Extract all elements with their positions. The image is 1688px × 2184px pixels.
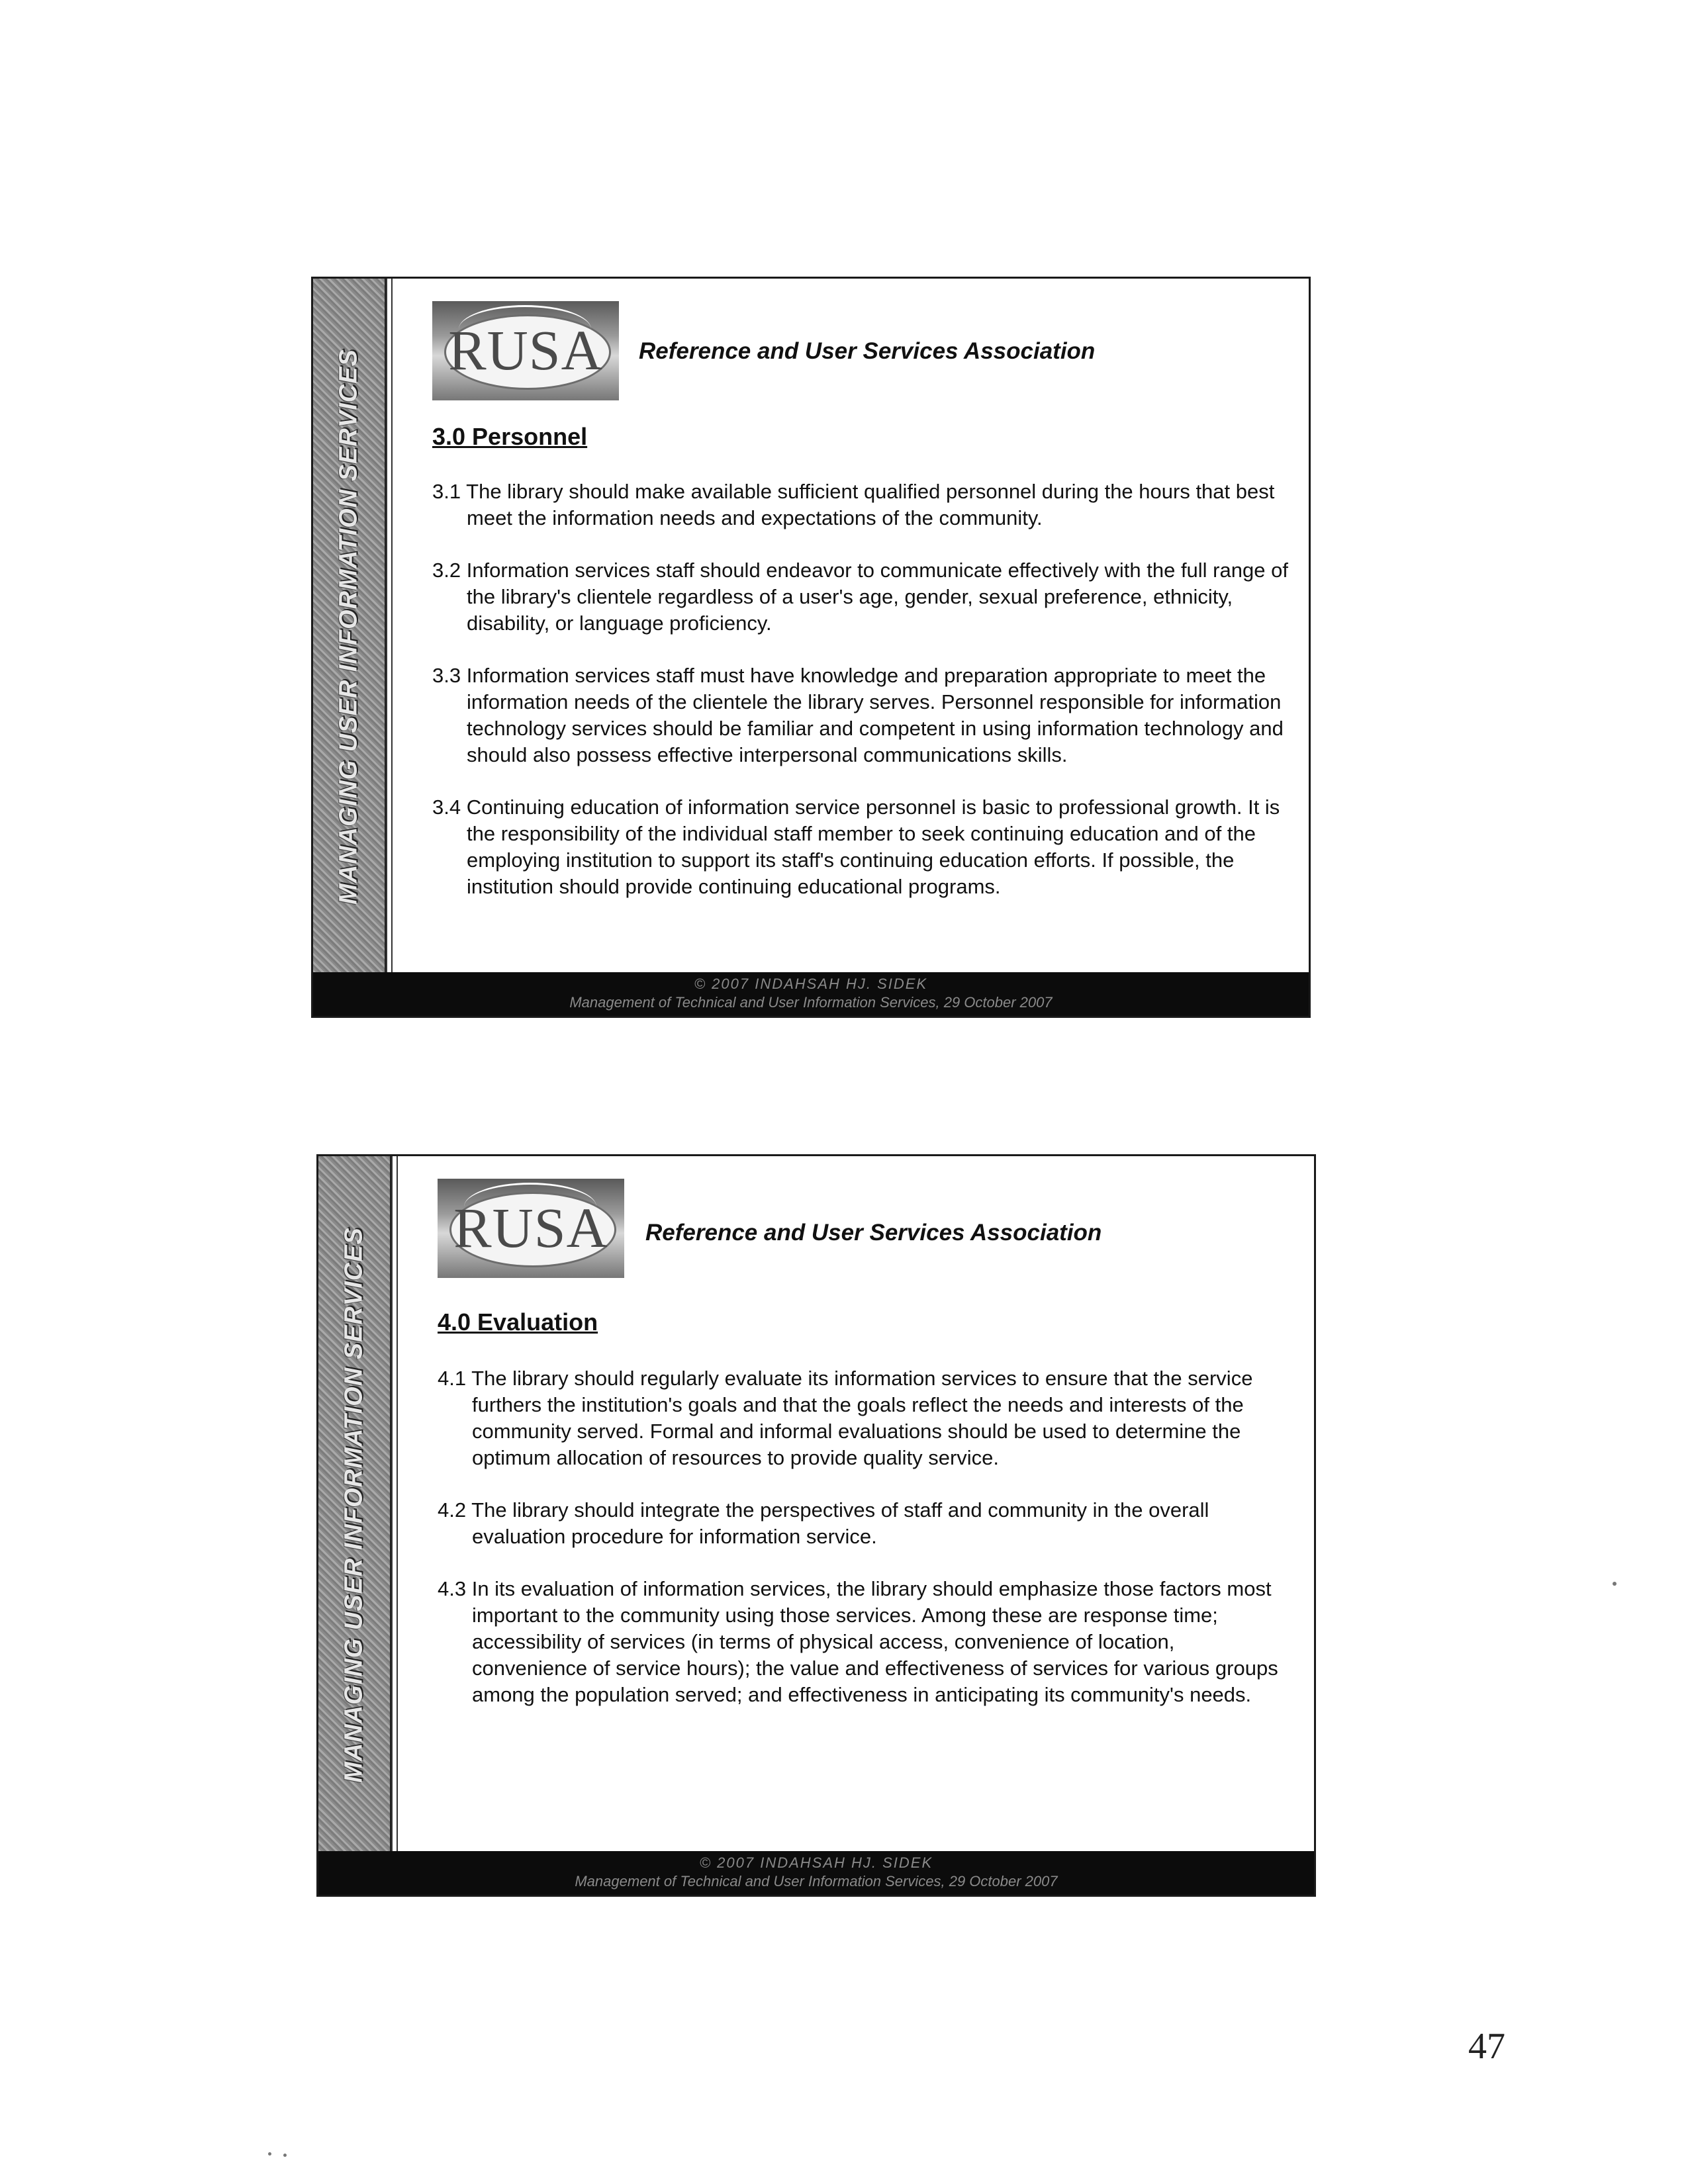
slide-evaluation	[316, 1154, 1316, 1897]
slide-footer	[318, 1851, 1314, 1895]
rusa-logo	[432, 301, 619, 400]
side-band	[318, 1156, 392, 1854]
paragraph: 4.1 The library should regularly evaluate its information services to ensure that the service furthers the institution's goals and that the goals reflect the needs and interests of the community served. Formal and informal evaluations should be used to determine the optimum allocation of resources to provide quality service.	[438, 1367, 1253, 1469]
org-title: Reference and User Services Association	[645, 1220, 1102, 1246]
section-heading: 4.0 Evaluation	[438, 1308, 598, 1336]
footer-subtitle: Management of Technical and User Information Services, 29 October 2007	[569, 994, 1053, 1011]
paragraph: 3.4 Continuing education of information service personnel is basic to professional growth. It is the responsibility of the individual staff member to seek continuing education and of the employing institution to support its staff's continuing education efforts. If possible, the institution should provide continuing educational programs.	[432, 796, 1280, 898]
paragraph: 3.1 The library should make available sufficient qualified personnel during the hours that best meet the information needs and expectations of the community.	[432, 480, 1275, 529]
paragraph: 3.2 Information services staff should endeavor to communicate effectively with the full range of the library's clientele regardless of a user's age, gender, sexual preference, ethnicity, disability, or language proficiency.	[432, 559, 1288, 635]
scan-speck	[1613, 1582, 1617, 1586]
logo-text: RUSA	[453, 1196, 608, 1259]
paragraph-list	[438, 1365, 1278, 1734]
slide-footer	[313, 972, 1309, 1016]
paragraph: 4.3 In its evaluation of information services, the library should emphasize those factors most important to the community using those services. Among these are response time; accessibility of services (in terms of physical access, convenience of location, convenience of service hours); the value and effectiveness of services for various groups among the population served; and effectiveness in anticipating its community's needs.	[438, 1577, 1278, 1706]
rusa-logo	[438, 1179, 624, 1278]
footer-copyright: © 2007 INDAHSAH HJ. SIDEK	[699, 1854, 933, 1871]
section-heading: 3.0 Personnel	[432, 423, 588, 450]
paragraph: 4.2 The library should integrate the perspectives of staff and community in the overall evaluation procedure for information service.	[438, 1498, 1209, 1548]
side-label: MANAGING USER INFORMATION SERVICES	[334, 349, 363, 905]
paragraph: 3.3 Information services staff must have knowledge and preparation appropriate to meet the information needs of the clientele the library serves. Personnel responsible for information technology services should be familiar and competent in using information technology and should also possess effective interpersonal communications skills.	[432, 664, 1284, 766]
scan-speck	[268, 2152, 271, 2156]
side-band	[313, 279, 387, 975]
logo-text: RUSA	[448, 318, 603, 382]
footer-subtitle: Management of Technical and User Information Services, 29 October 2007	[575, 1873, 1058, 1889]
page-number: 47	[1468, 2026, 1505, 2067]
org-title: Reference and User Services Association	[639, 338, 1096, 364]
slide-personnel	[311, 277, 1311, 1018]
footer-copyright: © 2007 INDAHSAH HJ. SIDEK	[694, 976, 928, 992]
scan-speck	[283, 2154, 287, 2157]
side-label: MANAGING USER INFORMATION SERVICES	[340, 1227, 368, 1783]
paragraph-list	[432, 478, 1293, 926]
